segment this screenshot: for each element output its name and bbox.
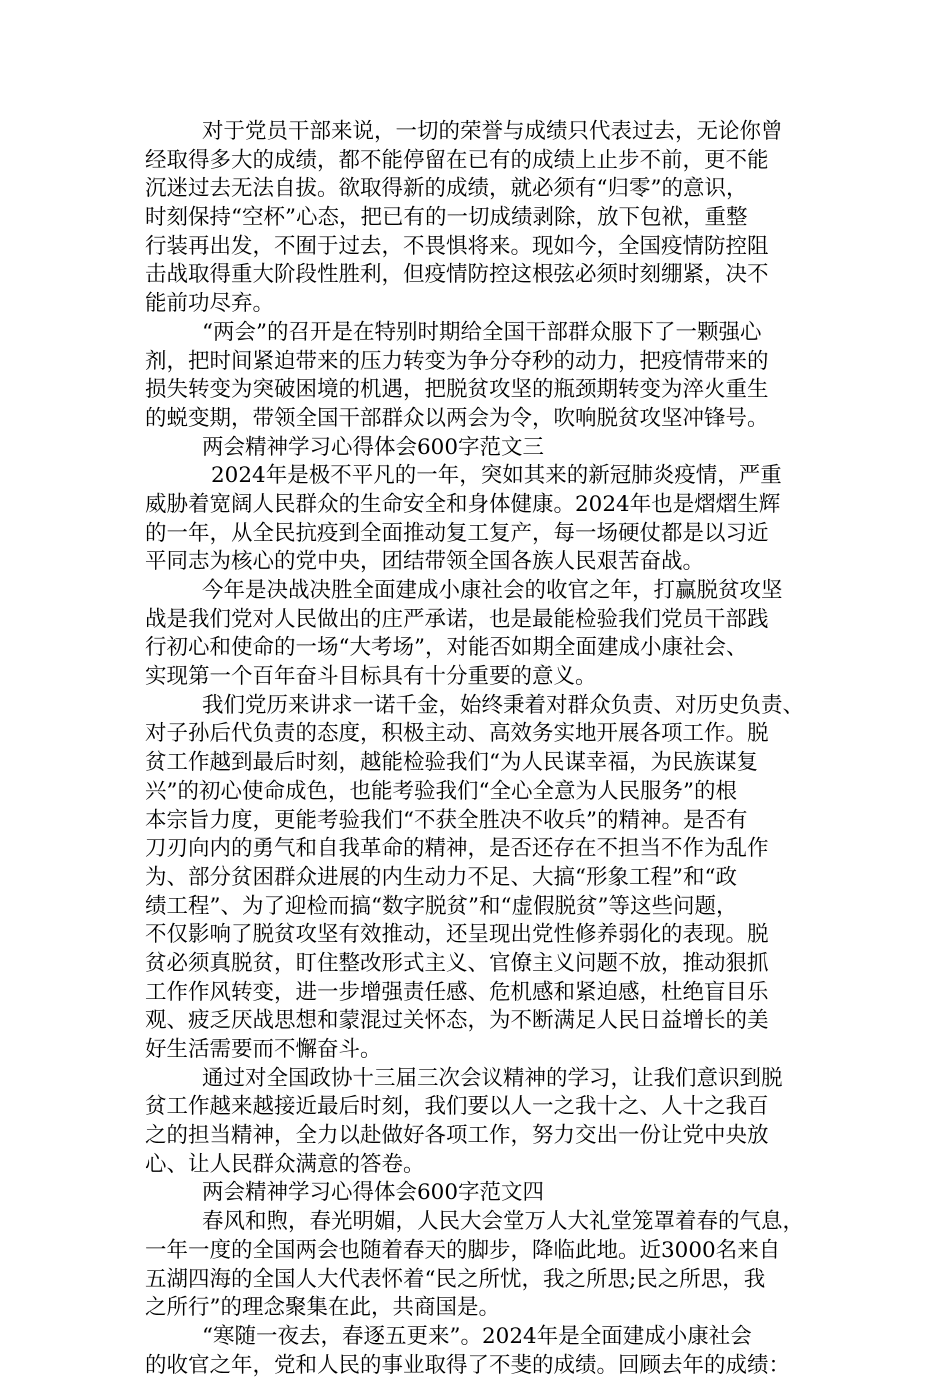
text-line: 实现第一个百年奋斗目标具有十分重要的意义。	[145, 664, 597, 690]
section-heading: 两会精神学习心得体会600字范文三	[202, 434, 545, 460]
text-line: 击战取得重大阶段性胜利，但疫情防控这根弦必须时刻绷紧，决不	[145, 262, 769, 288]
text-line: 我们党历来讲求一诺千金，始终秉着对群众负责、对历史负责、	[202, 692, 805, 718]
text-line: 对于党员干部来说，一切的荣誉与成绩只代表过去，无论你曾	[202, 119, 783, 144]
text-line: 行装再出发，不囿于过去，不畏惧将来。现如今，全国疫情防控阻	[145, 233, 769, 259]
text-line: 今年是决战决胜全面建成小康社会的收官之年，打赢脱贫攻坚	[202, 578, 783, 603]
text-line: 为、部分贫困群众进展的内生动力不足、大搞“形象工程”和“政	[145, 864, 737, 890]
text-line: 绩工程”、为了迎检而搞“数字脱贫”和“虚假脱贫”等这些问题，	[145, 893, 738, 919]
text-line: 好生活需要而不懈奋斗。	[145, 1037, 382, 1062]
text-line: 能前功尽弃。	[145, 291, 275, 317]
text-line: 不仅影响了脱贫攻坚有效推动，还呈现出党性修养弱化的表现。脱	[145, 922, 769, 948]
text-line: 贫必须真脱贫，盯住整改形式主义、官僚主义问题不放，推动狠抓	[145, 950, 769, 976]
text-line: 工作作风转变，进一步增强责任感、危机感和紧迫感，杜绝盲目乐	[145, 979, 769, 1005]
text-line: 之所行”的理念聚集在此，共商国是。	[145, 1295, 500, 1321]
text-line: 观、疲乏厌战思想和蒙混过关怀态，为不断满足人民日益增长的美	[145, 1008, 769, 1034]
text-line: 经取得多大的成绩，都不能停留在已有的成绩上止步不前，更不能	[145, 147, 769, 173]
text-line: 之的担当精神，全力以赴做好各项工作，努力交出一份让党中央放	[145, 1123, 769, 1149]
text-line: 贫工作越来越接近最后时刻，我们要以人一之我十之、人十之我百	[145, 1094, 769, 1120]
text-line: 兴”的初心使命成色，也能考验我们“全心全意为人民服务”的根	[145, 778, 737, 804]
text-line: 损失转变为突破困境的机遇，把脱贫攻坚的瓶颈期转变为淬火重生	[145, 377, 769, 403]
text-line: 贫工作越到最后时刻，越能检验我们“为人民谋幸福，为民族谋复	[145, 750, 758, 776]
text-line: 一年一度的全国两会也随着春天的脚步，降临此地。近3000名来自	[145, 1237, 781, 1263]
text-line: “两会”的召开是在特别时期给全国干部群众服下了一颗强心	[202, 319, 762, 345]
text-line: 本宗旨力度，更能考验我们“不获全胜决不收兵”的精神。是否有	[145, 807, 748, 833]
text-line: 心、让人民群众满意的答卷。	[145, 1151, 425, 1177]
text-line: 的一年，从全民抗疫到全面推动复工复产，每一场硬仗都是以习近	[145, 520, 769, 546]
text-line: 威胁着宽阔人民群众的生命安全和身体健康。2024年也是熠熠生辉	[145, 491, 781, 517]
text-line: 2024年是极不平凡的一年，突如其来的新冠肺炎疫情，严重	[211, 463, 782, 489]
text-line: 对子孙后代负责的态度，积极主动、高效务实地开展各项工作。脱	[145, 721, 769, 747]
text-line: “寒随一夜去，春逐五更来”。2024年是全面建成小康社会	[202, 1323, 752, 1349]
text-line: 平同志为核心的党中央，团结带领全国各族人民艰苦奋战。	[145, 549, 705, 575]
text-line: 的收官之年，党和人民的事业取得了不斐的成绩。回顾去年的成绩：	[145, 1352, 791, 1378]
text-line: 沉迷过去无法自拔。欲取得新的成绩，就必须有“归零”的意识，	[145, 176, 748, 202]
document-body	[145, 118, 813, 1380]
text-line: 行初心和使命的一场“大考场”，对能否如期全面建成小康社会、	[145, 635, 748, 661]
text-line: 时刻保持“空杯”心态，把已有的一切成绩剥除，放下包袱，重整	[145, 205, 748, 231]
text-line: 五湖四海的全国人大代表怀着“民之所忧，我之所思;民之所思，我	[145, 1266, 766, 1292]
text-line: 通过对全国政协十三届三次会议精神的学习，让我们意识到脱	[202, 1065, 783, 1091]
text-line: 春风和煦，春光明媚，人民大会堂万人大礼堂笼罩着春的气息，	[202, 1209, 805, 1235]
text-line: 刀刃向内的勇气和自我革命的精神，是否还存在不担当不作为乱作	[145, 836, 769, 862]
text-line: 的蜕变期，带领全国干部群众以两会为令，吹响脱贫攻坚冲锋号。	[145, 405, 769, 431]
section-heading: 两会精神学习心得体会600字范文四	[202, 1180, 545, 1206]
text-line: 剂，把时间紧迫带来的压力转变为争分夺秒的动力，把疫情带来的	[145, 348, 769, 374]
text-line: 战是我们党对人民做出的庄严承诺，也是最能检验我们党员干部践	[145, 606, 769, 632]
